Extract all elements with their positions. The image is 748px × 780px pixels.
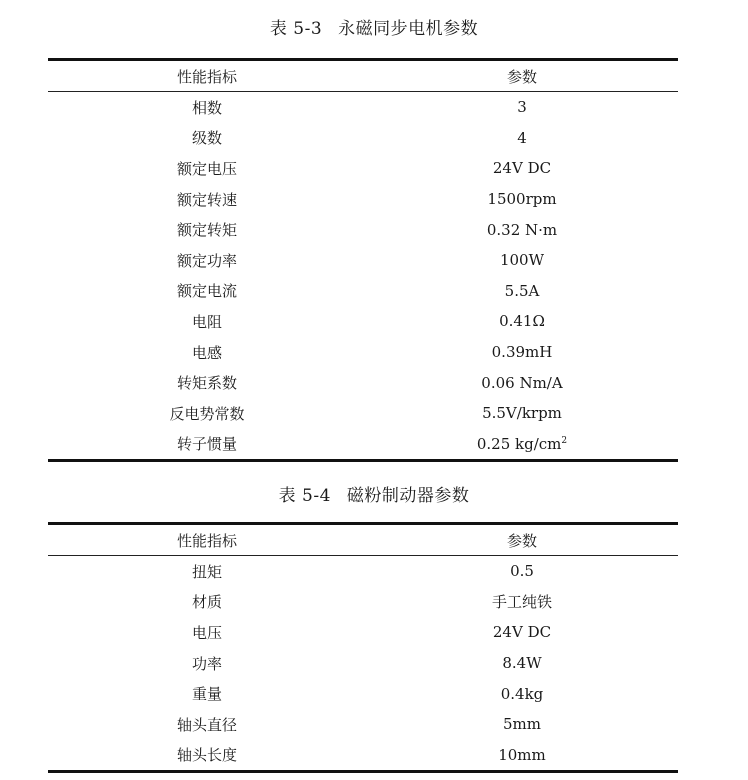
table-row bbox=[48, 678, 678, 709]
row-label: 级数 bbox=[191, 129, 222, 148]
row-label: 额定功率 bbox=[176, 251, 237, 270]
table-row bbox=[48, 214, 678, 245]
row-label: 电感 bbox=[191, 343, 222, 362]
row-label: 扭矩 bbox=[191, 562, 222, 581]
row-value: 0.41Ω bbox=[499, 312, 545, 331]
table-row bbox=[48, 648, 678, 679]
table-row bbox=[48, 153, 678, 184]
row-label: 电压 bbox=[191, 623, 222, 642]
row-value: 24V DC bbox=[492, 623, 552, 642]
table-row bbox=[48, 556, 678, 587]
row-label: 转矩系数 bbox=[176, 374, 237, 393]
table2-header-col1: 性能指标 bbox=[176, 531, 237, 550]
row-label: 反电势常数 bbox=[169, 404, 245, 423]
table2-header-row bbox=[48, 525, 678, 555]
table2-header-col2: 参数 bbox=[506, 531, 537, 550]
row-value: 手工纯铁 bbox=[491, 593, 552, 612]
row-value: 0.25 kg/cm bbox=[476, 434, 562, 453]
row-label: 相数 bbox=[191, 98, 222, 117]
table2-bottom-rule bbox=[48, 770, 678, 773]
table1 bbox=[48, 58, 678, 462]
row-value: 10mm bbox=[498, 745, 546, 764]
table1-caption bbox=[0, 14, 748, 39]
row-value: 5.5V/krpm bbox=[482, 404, 562, 423]
row-value: 0.32 N·m bbox=[486, 220, 558, 239]
row-value: 100W bbox=[499, 251, 545, 270]
table-row bbox=[48, 617, 678, 648]
table-row bbox=[48, 740, 678, 771]
table2-caption-number: 表 5-4 bbox=[278, 486, 331, 506]
row-value: 5.5A bbox=[504, 281, 540, 300]
table2-caption-title: 磁粉制动器参数 bbox=[346, 486, 470, 506]
row-label: 功率 bbox=[191, 654, 222, 673]
table-row bbox=[48, 184, 678, 215]
row-value: 0.5 bbox=[510, 562, 534, 581]
table-row bbox=[48, 398, 678, 429]
row-value: 24V DC bbox=[492, 159, 552, 178]
table-row bbox=[48, 123, 678, 154]
row-label: 额定电压 bbox=[176, 159, 237, 178]
row-value: 0.06 Nm/A bbox=[481, 373, 563, 392]
table-row bbox=[48, 709, 678, 740]
table-row bbox=[48, 587, 678, 618]
row-label: 重量 bbox=[191, 685, 222, 704]
table1-header-row bbox=[48, 61, 678, 91]
row-value: 3 bbox=[517, 98, 527, 117]
row-label: 轴头长度 bbox=[176, 746, 237, 765]
row-value: 5mm bbox=[503, 715, 541, 734]
table-row bbox=[48, 367, 678, 398]
row-value: 1500rpm bbox=[487, 190, 557, 209]
row-label: 轴头直径 bbox=[176, 715, 237, 734]
table-row bbox=[48, 306, 678, 337]
table2-caption bbox=[0, 481, 748, 506]
table1-bottom-rule bbox=[48, 459, 678, 462]
row-label: 转子惯量 bbox=[176, 435, 237, 454]
table-row bbox=[48, 276, 678, 307]
row-value: 0.39mH bbox=[491, 343, 553, 362]
row-label: 电阻 bbox=[191, 312, 222, 331]
row-value: 8.4W bbox=[502, 654, 542, 673]
table-row bbox=[48, 429, 678, 460]
row-value-superscript: 2 bbox=[561, 435, 568, 446]
row-label: 额定电流 bbox=[176, 282, 237, 301]
table1-header-col2: 参数 bbox=[506, 67, 537, 86]
row-value-with-superscript bbox=[366, 435, 678, 453]
row-label: 额定转速 bbox=[176, 190, 237, 209]
row-value: 4 bbox=[517, 128, 527, 147]
row-label: 额定转矩 bbox=[176, 221, 237, 240]
row-label: 材质 bbox=[191, 593, 222, 612]
table1-caption-title: 永磁同步电机参数 bbox=[338, 19, 479, 39]
table1-caption-number: 表 5-3 bbox=[269, 19, 323, 39]
row-value: 0.4kg bbox=[500, 684, 544, 703]
table-row bbox=[48, 92, 678, 123]
table2 bbox=[48, 522, 678, 773]
table-row bbox=[48, 245, 678, 276]
table1-header-col1: 性能指标 bbox=[176, 67, 237, 86]
table-row bbox=[48, 337, 678, 368]
